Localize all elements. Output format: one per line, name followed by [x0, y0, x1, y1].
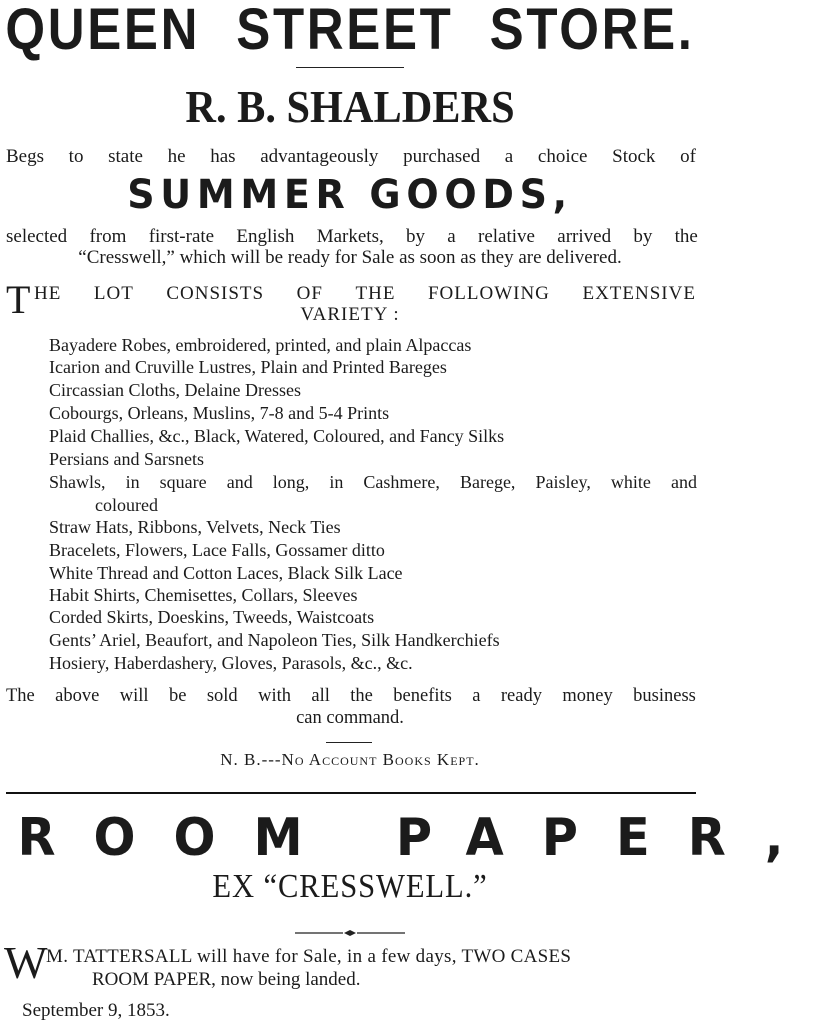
goods-title: SUMMER GOODS, — [127, 172, 573, 218]
source-line-2: “Cresswell,” which will be ready for Sale as soon as they are delivered. — [78, 247, 622, 268]
merchant-name: R. B. SHALDERS — [185, 81, 515, 132]
closing1-word: above — [55, 686, 100, 706]
intro-line — [6, 146, 696, 168]
closing1-word: a — [472, 686, 481, 706]
closing-line-2: can command. — [296, 708, 404, 728]
ship-name: EX “CRESSWELL.” — [212, 868, 488, 905]
closing1-word: all — [311, 686, 330, 706]
closing1-word: ready — [500, 686, 542, 706]
goods-list-item: Circassian Cloths, Delaine Dresses — [49, 380, 301, 400]
lot1-word: LOT — [93, 283, 134, 304]
source1-word: selected — [6, 226, 68, 247]
goods-list-item: Icarion and Cruville Lustres, Plain and Printed Bareges — [49, 357, 447, 377]
lot1-word: FOLLOWING — [427, 283, 550, 304]
lot-dropcap: T — [6, 277, 31, 322]
lot1-word: EXTENSIVE — [582, 283, 696, 304]
tattersall-line-2: ROOM PAPER, now being landed. — [92, 969, 361, 990]
intro-word: Begs — [6, 146, 44, 167]
source-line-1 — [6, 226, 698, 248]
closing1-word: be — [168, 686, 187, 706]
source1-word: first-rate — [148, 226, 215, 247]
small-rule — [326, 742, 372, 743]
goods-list-item: Bracelets, Flowers, Lace Falls, Gossamer ditto — [49, 540, 385, 560]
goods-list-item: Shawls, in square and long, in Cashmere, Barege, Paisley, white and — [49, 472, 697, 492]
source1-word: a — [447, 226, 456, 247]
lot-heading-line-1 — [34, 283, 696, 305]
tattersall-line-1: M. TATTERSALL will have for Sale, in a few days, TWO CASES — [46, 946, 572, 967]
closing1-word: The — [6, 686, 35, 706]
goods-list-item: Habit Shirts, Chemisettes, Collars, Sleeves — [49, 585, 358, 605]
source1-word: from — [89, 226, 127, 247]
goods-list-item: coloured — [95, 495, 158, 515]
intro-word: to — [68, 146, 84, 167]
intro-word: choice — [537, 146, 588, 167]
nb-note: N. B.---No Account Books Kept. — [220, 750, 480, 769]
source1-word: English — [236, 226, 295, 247]
source1-word: arrived — [557, 226, 612, 247]
intro-word: advantageously — [260, 146, 379, 167]
store-heading: QUEEN STREET STORE. — [5, 0, 695, 62]
intro-word: has — [210, 146, 236, 167]
goods-list-item: Corded Skirts, Doeskins, Tweeds, Waistcoats — [49, 607, 375, 627]
lot1-word: OF — [296, 283, 323, 304]
goods-list-item: Persians and Sarsnets — [49, 449, 204, 469]
goods-list-item: Cobourgs, Orleans, Muslins, 7-8 and 5-4 Prints — [49, 403, 390, 423]
ad-separator — [6, 792, 696, 794]
source1-word: the — [674, 226, 698, 247]
closing1-word: sold — [206, 686, 238, 706]
closing1-word: money — [562, 686, 613, 706]
source1-word: by — [406, 226, 426, 247]
closing1-word: with — [258, 686, 291, 706]
ad-date: September 9, 1853. — [22, 1000, 170, 1021]
closing1-word: benefits — [393, 686, 452, 706]
goods-list-item: Straw Hats, Ribbons, Velvets, Neck Ties — [49, 517, 341, 537]
goods-list-item: Hosiery, Haberdashery, Gloves, Parasols, &c., &c. — [49, 653, 413, 673]
source1-word: Markets, — [316, 226, 384, 247]
source1-word: relative — [478, 226, 535, 247]
intro-word: he — [167, 146, 186, 167]
goods-list-item: White Thread and Cotton Laces, Black Silk Lace — [49, 563, 403, 583]
ornament-rule — [295, 930, 405, 936]
lot-heading-line-2: VARIETY : — [300, 304, 400, 325]
goods-list-item: Plaid Challies, &c., Black, Watered, Coloured, and Fancy Silks — [49, 426, 505, 446]
intro-word: state — [108, 146, 143, 167]
goods-list-item: Gents’ Ariel, Beaufort, and Napoleon Ties, Silk Handkerchiefs — [49, 630, 500, 650]
closing1-word: business — [633, 686, 696, 706]
lot1-word: THE — [355, 283, 396, 304]
heading-rule — [296, 67, 404, 68]
lot1-word: HE — [34, 283, 62, 304]
intro-word: a — [504, 146, 514, 167]
room-paper-heading: ROOM PAPER, — [17, 808, 821, 868]
closing1-word: the — [350, 686, 373, 706]
goods-list-item: Bayadere Robes, embroidered, printed, and plain Alpaccas — [49, 335, 472, 355]
closing-line-1 — [6, 686, 696, 707]
intro-word: Stock — [612, 146, 656, 167]
closing1-word: will — [119, 686, 149, 706]
source1-word: by — [633, 226, 653, 247]
intro-word: purchased — [403, 146, 481, 167]
dropcap-w: W — [4, 937, 48, 988]
lot1-word: CONSISTS — [166, 283, 265, 304]
intro-word: of — [680, 146, 696, 167]
